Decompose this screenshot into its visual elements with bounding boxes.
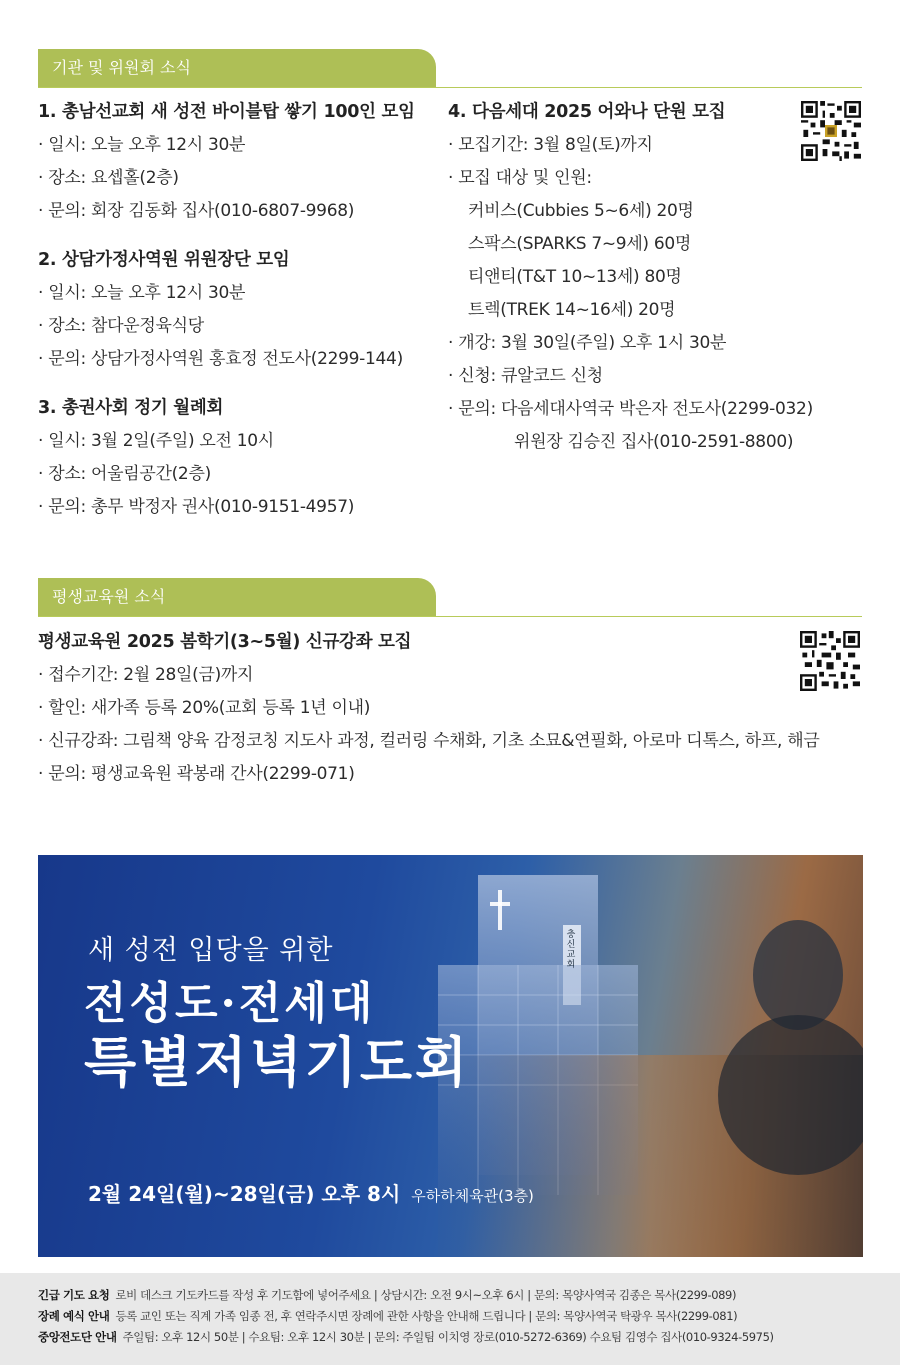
notice-heading: 2. 상담가정사역원 위원장단 모임: [38, 250, 290, 270]
notice-line: · 일시: 오늘 오후 12시 30분: [38, 135, 246, 155]
notice-line: · 장소: 참다운정육식당: [38, 316, 204, 336]
notice-heading: 3. 총권사회 정기 월례회: [38, 398, 224, 418]
group-line: 커비스(Cubbies 5~6세) 20명: [468, 201, 694, 221]
footer-line-evangelism: 중앙전도단 안내 주일팀: 오후 12시 50분 | 수요팀: 오후 12시 30분 | 문의: 주일팀 이치영 장로(010-5272-6369) 수요팀 김영수 집사(010-9324-5975): [38, 1330, 774, 1344]
notice-line: · 장소: 요셉홀(2층): [38, 168, 179, 188]
building-sign: 충신교회: [566, 930, 576, 970]
notice-item-4: [448, 98, 813, 459]
group-line: 트렉(TREK 14~16세) 20명: [468, 300, 676, 320]
banner-date: 2월 24일(월)~28일(금) 오후 8시: [88, 1182, 401, 1206]
qr-code-icon[interactable]: [800, 631, 860, 691]
footer-line-prayer: 긴급 기도 요청 로비 데스크 기도카드를 작성 후 기도함에 넣어주세요 | 상담시간: 오전 9시~오후 6시 | 문의: 목양사역국 김종은 목사(2299-089): [38, 1288, 737, 1302]
section-header-education: [38, 578, 862, 617]
notice-heading: 1. 총남선교회 새 성전 바이블탑 쌓기 100인 모임: [38, 102, 415, 122]
education-notice: [38, 628, 819, 791]
notice-line: · 할인: 새가족 등록 20%(교회 등록 1년 이내): [38, 698, 371, 718]
notice-line: 위원장 김승진 집사(010-2591-8800): [514, 432, 794, 452]
notice-line: · 문의: 평생교육원 곽봉래 간사(2299-071): [38, 764, 355, 784]
notice-line: · 접수기간: 2월 28일(금)까지: [38, 665, 254, 685]
group-line: 스팍스(SPARKS 7~9세) 60명: [468, 234, 692, 254]
section-title: 평생교육원 소식: [38, 578, 436, 616]
notice-line: · 일시: 오늘 오후 12시 30분: [38, 283, 246, 303]
banner-title-line2: 특별저녁기도회: [84, 1030, 471, 1094]
notice-line: · 장소: 어울림공간(2층): [38, 464, 211, 484]
banner-schedule: [88, 1178, 534, 1207]
group-line: 티앤티(T&T 10~13세) 80명: [468, 267, 682, 287]
notice-line: · 문의: 상담가정사역원 홍효정 전도사(2299-144): [38, 349, 403, 369]
notice-line: · 신규강좌: 그림책 양육 감정코칭 지도사 과정, 컬러링 수채화, 기초 소묘&연필화, 아로마 디톡스, 하프, 해금: [38, 731, 820, 751]
footer-line-funeral: 장례 예식 안내 등록 교인 또는 직계 가족 임종 전, 후 연락주시면 장례에 관한 사항을 안내해 드립니다 | 문의: 목양사역국 탁광우 목사(2299-081): [38, 1309, 738, 1323]
banner-title-line1: 전성도·전세대: [84, 978, 376, 1029]
notice-line: · 문의: 회장 김동화 집사(010-6807-9968): [38, 201, 355, 221]
notice-item-3: [38, 394, 354, 524]
notice-line: · 모집 대상 및 인원:: [448, 168, 592, 188]
notice-item-1: [38, 98, 415, 228]
notice-line: · 모집기간: 3월 8일(토)까지: [448, 135, 653, 155]
footer-info: [0, 1273, 900, 1365]
notice-heading: 4. 다음세대 2025 어와나 단원 모집: [448, 102, 726, 122]
section-title: 기관 및 위원회 소식: [38, 49, 436, 87]
notice-line: · 문의: 다음세대사역국 박은자 전도사(2299-032): [448, 399, 813, 419]
notice-line: · 개강: 3월 30일(주일) 오후 1시 30분: [448, 333, 727, 353]
notice-line: · 문의: 총무 박정자 권사(010-9151-4957): [38, 497, 355, 517]
qr-code-icon[interactable]: [801, 101, 861, 161]
banner-place: 우하하체육관(3층): [411, 1187, 534, 1205]
banner-subtitle: 새 성전 입당을 위한: [88, 935, 334, 966]
notice-line: · 신청: 큐알코드 신청: [448, 366, 603, 386]
notice-item-2: [38, 246, 403, 376]
section-header-organizations: [38, 49, 862, 88]
notice-heading: 평생교육원 2025 봄학기(3~5월) 신규강좌 모집: [38, 632, 412, 652]
notice-line: · 일시: 3월 2일(주일) 오전 10시: [38, 431, 274, 451]
prayer-meeting-banner[interactable]: [38, 855, 863, 1257]
